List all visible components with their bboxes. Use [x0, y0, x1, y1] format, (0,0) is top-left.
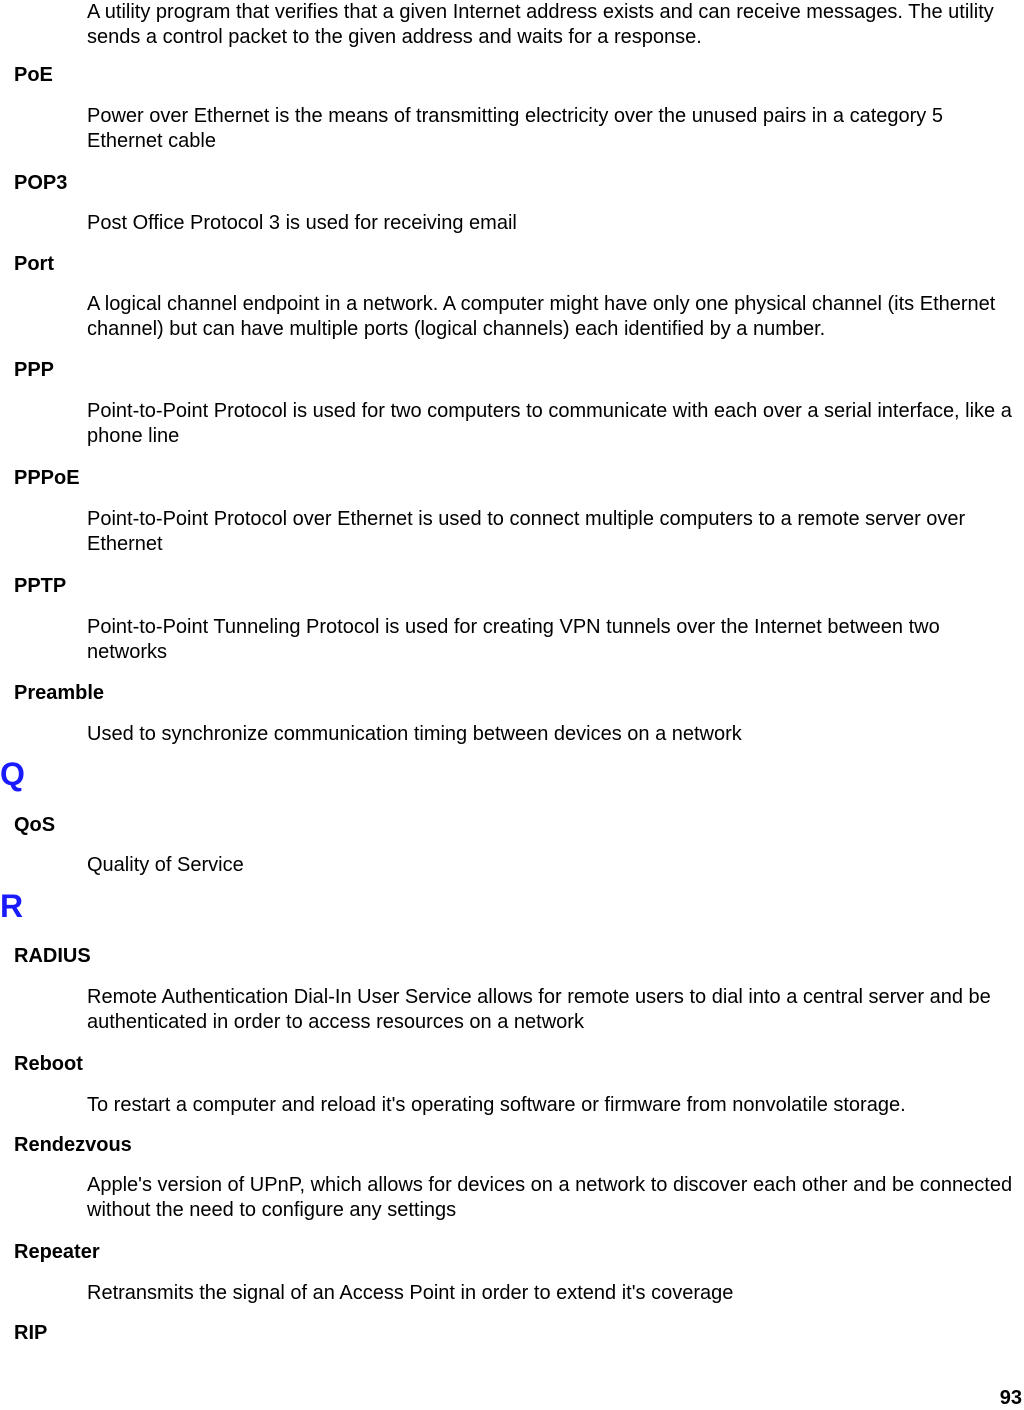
definition-ppp: Point-to-Point Protocol is used for two computers to communicate with each over a serial interface, like a phone line: [87, 400, 1012, 447]
page-number: 93: [999, 1387, 1022, 1409]
definition-radius: Remote Authentication Dial-In User Service allows for remote users to dial into a central server and be authenticated in order to access resources on a network: [87, 986, 991, 1033]
section-letter-r: R: [0, 888, 24, 924]
term-reboot: Reboot: [14, 1053, 83, 1075]
term-qos: QoS: [14, 814, 56, 836]
definition-port: A logical channel endpoint in a network. A computer might have only one physical channel (its Ethernet channel) but can have multiple ports (logical channels) each identified by a number.: [87, 293, 996, 340]
term-pptp: PPTP: [14, 575, 67, 597]
definition-pop3: Post Office Protocol 3 is used for receiving email: [87, 212, 517, 234]
term-rip: RIP: [14, 1322, 48, 1344]
definition-pptp: Point-to-Point Tunneling Protocol is used for creating VPN tunnels over the Internet between two networks: [87, 616, 940, 663]
definition-repeater: Retransmits the signal of an Access Point in order to extend it's coverage: [87, 1282, 734, 1304]
definition-pppoe: Point-to-Point Protocol over Ethernet is used to connect multiple computers to a remote server over Ethernet: [87, 508, 966, 555]
definition-rendezvous: Apple's version of UPnP, which allows for devices on a network to discover each other and be connected without the need to configure any settings: [87, 1174, 1013, 1221]
term-port: Port: [14, 253, 54, 275]
term-repeater: Repeater: [14, 1241, 100, 1263]
definition-poe: Power over Ethernet is the means of transmitting electricity over the unused pairs in a category 5 Ethernet cable: [87, 105, 943, 152]
term-pppoe: PPPoE: [14, 467, 80, 489]
definition-qos: Quality of Service: [87, 854, 244, 876]
definition-preamble: Used to synchronize communication timing between devices on a network: [87, 723, 742, 745]
term-poe: PoE: [14, 64, 53, 86]
term-ppp: PPP: [14, 359, 55, 381]
term-preamble: Preamble: [14, 682, 105, 704]
section-letter-q: Q: [0, 756, 25, 792]
definition-reboot: To restart a computer and reload it's operating software or firmware from nonvolatile storage.: [87, 1094, 906, 1116]
ping-definition: A utility program that verifies that a given Internet address exists and can receive messages. The utility sends a control packet to the given address and waits for a response.: [87, 1, 994, 48]
term-radius: RADIUS: [14, 945, 91, 967]
term-rendezvous: Rendezvous: [14, 1134, 132, 1156]
term-pop3: POP3: [14, 172, 68, 194]
